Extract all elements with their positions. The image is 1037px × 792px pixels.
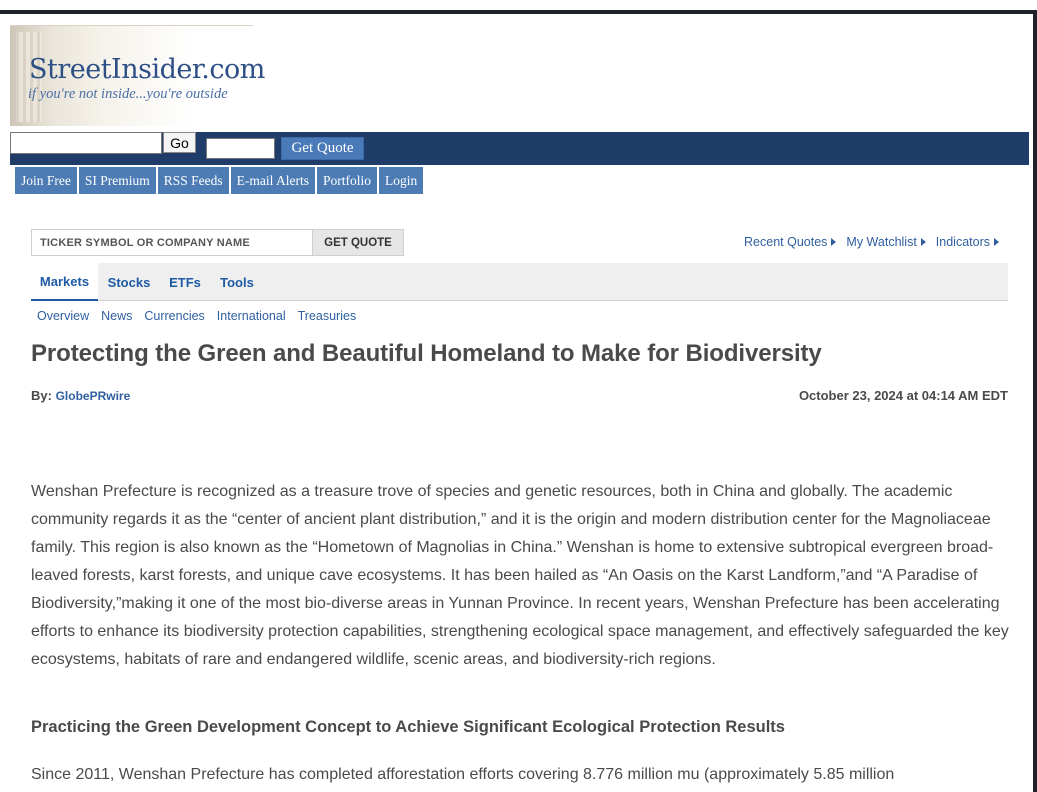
- recent-quotes-link[interactable]: [744, 235, 836, 249]
- site-search-input[interactable]: [10, 132, 162, 154]
- by-label: By:: [31, 388, 52, 403]
- caret-right-icon: [921, 238, 926, 246]
- indicators-label: Indicators: [935, 235, 990, 249]
- nav-join-free[interactable]: Join Free: [15, 167, 77, 194]
- right-border: [1033, 10, 1037, 792]
- nav-portfolio[interactable]: Portfolio: [317, 167, 377, 194]
- subnav-news[interactable]: News: [101, 309, 133, 323]
- nav-si-premium[interactable]: SI Premium: [79, 167, 156, 194]
- tab-tools[interactable]: Tools: [220, 274, 254, 290]
- subnav-international[interactable]: International: [216, 309, 286, 323]
- tab-markets[interactable]: Markets: [31, 263, 98, 301]
- caret-right-icon: [994, 238, 999, 246]
- ticker-search-input[interactable]: TICKER SYMBOL OR COMPANY NAME: [31, 229, 313, 256]
- article-paragraph: Wenshan Prefecture is recognized as a treasure trove of species and genetic resources, both in China and globally. The academic community regards it as the “center of ancient plant distribution,” and it is the origin and modern distribution center for the Magnoliaceae family. This region is also known as the “Hometown of Magnolias in China.” Wenshan is home to extensive subtropical evergreen broad-leaved forests, karst forests, and unique cave ecosystems. It has been hailed as “An Oasis on the Karst Landform,”and “A Paradise of Biodiversity,”making it one of the most bio-diverse areas in Yunnan Province. In recent years, Wenshan Prefecture has been accelerating efforts to enhance its biodiversity protection capabilities, strengthening ecological space management, and effectively safeguarded the key ecosystems, habitats of rare and endangered wildlife, scenic areas, and biodiversity-rich regions.: [31, 483, 1009, 668]
- markets-subnav: [37, 309, 368, 323]
- tab-stocks[interactable]: Stocks: [107, 274, 151, 290]
- logo-tagline: if you're not inside...you're outside: [28, 86, 228, 102]
- article-title: Protecting the Green and Beautiful Homeland to Make for Biodiversity: [31, 340, 822, 367]
- member-nav: [15, 167, 423, 194]
- section-tabs: [31, 263, 1008, 301]
- article-paragraph: Since 2011, Wenshan Prefecture has completed afforestation efforts covering 8.776 million mu (approximately 5.85 million: [31, 766, 895, 783]
- get-quote-button[interactable]: Get Quote: [281, 137, 364, 160]
- publish-date: October 23, 2024 at 04:14 AM EDT: [798, 388, 1008, 403]
- top-border: [0, 10, 1037, 14]
- author-link[interactable]: GlobePRwire: [55, 389, 131, 403]
- article-subheading: Practicing the Green Development Concept to Achieve Significant Ecological Protection Results: [31, 718, 785, 736]
- subnav-currencies[interactable]: Currencies: [144, 309, 205, 323]
- tab-etfs[interactable]: ETFs: [169, 274, 201, 290]
- my-watchlist-link[interactable]: [846, 235, 925, 249]
- logo-brand: StreetInsider.com: [29, 54, 265, 85]
- nav-email-alerts[interactable]: E-mail Alerts: [231, 167, 315, 194]
- go-button[interactable]: Go: [163, 132, 196, 153]
- subnav-overview[interactable]: Overview: [37, 309, 90, 323]
- indicators-link[interactable]: [936, 235, 999, 249]
- recent-quotes-label: Recent Quotes: [744, 235, 828, 249]
- nav-rss-feeds[interactable]: RSS Feeds: [158, 167, 229, 194]
- caret-right-icon: [831, 238, 836, 246]
- my-watchlist-label: My Watchlist: [846, 235, 917, 249]
- ticker-get-quote-button[interactable]: GET QUOTE: [313, 229, 404, 256]
- site-logo[interactable]: [10, 25, 265, 126]
- quick-links: [744, 235, 999, 249]
- subnav-treasuries[interactable]: Treasuries: [297, 309, 357, 323]
- quote-symbol-input[interactable]: [206, 138, 275, 159]
- nav-login[interactable]: Login: [379, 167, 423, 194]
- byline: [31, 388, 130, 403]
